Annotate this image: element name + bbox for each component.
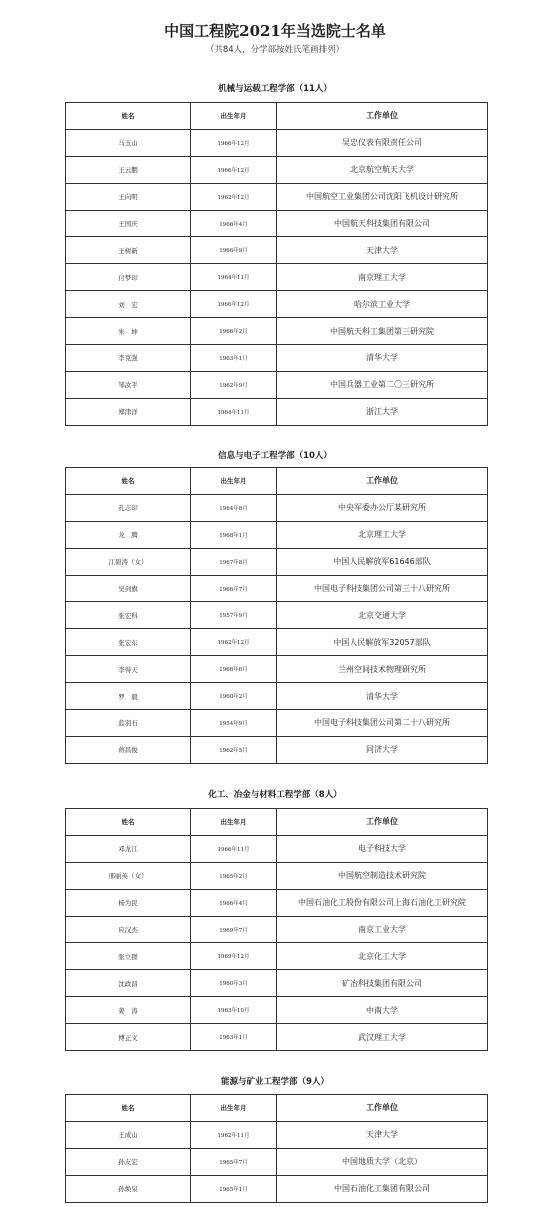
- cell-unit: 中国人民解放军61646部队: [277, 548, 488, 575]
- cell-name: 姜 涛: [66, 997, 191, 1024]
- cell-unit: 北京航空航天大学: [277, 156, 488, 183]
- table-row: [66, 1121, 488, 1148]
- cell-name: 张宏科: [66, 602, 191, 629]
- cell-unit: 电子科技大学: [277, 835, 488, 862]
- cell-birth: 1957年9月: [191, 602, 277, 629]
- cell-name: 蓝羽石: [66, 710, 191, 737]
- cell-unit: 北京交通大学: [277, 602, 488, 629]
- table-row: [66, 129, 488, 156]
- table-row: [66, 1148, 488, 1175]
- cell-birth: 1962年11月: [191, 1121, 277, 1148]
- table-row: [66, 183, 488, 210]
- table-row: [66, 398, 488, 425]
- academician-table: [65, 808, 488, 1051]
- header-unit: 工作单位: [277, 809, 488, 836]
- cell-name: 王树新: [66, 237, 191, 264]
- table-row: [66, 521, 488, 548]
- cell-name: 马玉山: [66, 129, 191, 156]
- cell-unit: 中国石油化工集团有限公司: [277, 1175, 488, 1202]
- table-row: [66, 629, 488, 656]
- header-name: 姓名: [66, 809, 191, 836]
- cell-unit: 北京理工大学: [277, 521, 488, 548]
- cell-name: 邹汝平: [66, 371, 191, 398]
- section-title: 机械与运载工程学部（11人）: [218, 84, 332, 94]
- header-birth: 出生年月: [191, 809, 277, 836]
- document-title: 中国工程院2021年当选院士名单: [164, 22, 386, 40]
- cell-name: 张宏东: [66, 629, 191, 656]
- academician-table: [65, 467, 488, 764]
- cell-name: 罗 毅: [66, 683, 191, 710]
- cell-name: 应汉杰: [66, 916, 191, 943]
- cell-unit: 中国航天科技集团有限公司: [277, 210, 488, 237]
- cell-name: 吴剑旗: [66, 575, 191, 602]
- cell-unit: 同济大学: [277, 736, 488, 763]
- cell-birth: 1966年4月: [191, 889, 277, 916]
- cell-birth: 1966年6月: [191, 656, 277, 683]
- table-row: [66, 1175, 488, 1202]
- table-row: [66, 494, 488, 521]
- cell-name: 杨为民: [66, 889, 191, 916]
- table-header-row: [66, 468, 488, 495]
- cell-unit: 中国地质大学（北京）: [277, 1148, 488, 1175]
- table-row: [66, 683, 488, 710]
- cell-birth: 1967年8月: [191, 548, 277, 575]
- cell-unit: 清华大学: [277, 345, 488, 372]
- table-row: [66, 736, 488, 763]
- table-header-row: [66, 103, 488, 130]
- cell-unit: 中央军委办公厅某研究所: [277, 494, 488, 521]
- cell-unit: 浙江大学: [277, 398, 488, 425]
- cell-unit: 清华大学: [277, 683, 488, 710]
- cell-unit: 中国石油化工股份有限公司上海石油化工研究院: [277, 889, 488, 916]
- cell-birth: 1963年10月: [191, 997, 277, 1024]
- table-row: [66, 862, 488, 889]
- table-row: [66, 710, 488, 737]
- cell-birth: 1966年12月: [191, 156, 277, 183]
- cell-birth: 1966年12月: [191, 291, 277, 318]
- table-header-row: [66, 1095, 488, 1122]
- table-header-row: [66, 809, 488, 836]
- cell-name: 王国庆: [66, 210, 191, 237]
- cell-birth: 1962年5月: [191, 736, 277, 763]
- cell-unit: 中国电子科技集团公司第三十八研究所: [277, 575, 488, 602]
- cell-birth: 1965年1月: [191, 1175, 277, 1202]
- cell-name: 孔志印: [66, 494, 191, 521]
- section-title: 信息与电子工程学部（10人）: [218, 451, 332, 461]
- document-subtitle: （共84人，分学部按姓氏笔画排列）: [205, 45, 345, 55]
- cell-name: 王成山: [66, 1121, 191, 1148]
- table-row: [66, 889, 488, 916]
- cell-name: 王云鹏: [66, 156, 191, 183]
- cell-name: 邓龙江: [66, 835, 191, 862]
- header-unit: 工作单位: [277, 1095, 488, 1122]
- cell-unit: 天津大学: [277, 237, 488, 264]
- cell-birth: 1968年1月: [191, 521, 277, 548]
- table-row: [66, 835, 488, 862]
- table-row: [66, 656, 488, 683]
- cell-birth: 1966年12月: [191, 129, 277, 156]
- cell-unit: 南京工业大学: [277, 916, 488, 943]
- cell-name: 付梦印: [66, 264, 191, 291]
- cell-birth: 1965年2月: [191, 862, 277, 889]
- table-row: [66, 602, 488, 629]
- cell-birth: 1963年1月: [191, 345, 277, 372]
- cell-name: 李得天: [66, 656, 191, 683]
- cell-birth: 1966年4月: [191, 210, 277, 237]
- table-row: [66, 318, 488, 345]
- table-row: [66, 156, 488, 183]
- cell-birth: 1963年1月: [191, 1024, 277, 1051]
- table-row: [66, 916, 488, 943]
- cell-name: 蒋昌俊: [66, 736, 191, 763]
- cell-birth: 1969年7月: [191, 916, 277, 943]
- header-unit: 工作单位: [277, 103, 488, 130]
- cell-unit: 中国电子科技集团公司第二十八研究所: [277, 710, 488, 737]
- cell-birth: 1965年7月: [191, 1148, 277, 1175]
- cell-unit: 中国航天科工集团第三研究院: [277, 318, 488, 345]
- cell-name: 刘 宏: [66, 291, 191, 318]
- cell-unit: 矿冶科技集团有限公司: [277, 970, 488, 997]
- cell-name: 江碧涛（女）: [66, 548, 191, 575]
- table-row: [66, 371, 488, 398]
- cell-birth: 1966年11月: [191, 835, 277, 862]
- header-birth: 出生年月: [191, 468, 277, 495]
- cell-unit: 北京化工大学: [277, 943, 488, 970]
- cell-unit: 武汉理工大学: [277, 1024, 488, 1051]
- cell-name: 朱 坤: [66, 318, 191, 345]
- table-row: [66, 264, 488, 291]
- cell-name: 郑津洋: [66, 398, 191, 425]
- cell-unit: 中国航空工业集团公司沈阳飞机设计研究所: [277, 183, 488, 210]
- header-birth: 出生年月: [191, 1095, 277, 1122]
- cell-name: 龙 腾: [66, 521, 191, 548]
- header-name: 姓名: [66, 103, 191, 130]
- table-row: [66, 1024, 488, 1051]
- cell-birth: 1962年12月: [191, 629, 277, 656]
- table-row: [66, 345, 488, 372]
- cell-name: 沈政昌: [66, 970, 191, 997]
- cell-birth: 1966年2月: [191, 318, 277, 345]
- table-row: [66, 997, 488, 1024]
- table-row: [66, 548, 488, 575]
- cell-unit: 中国人民解放军32057部队: [277, 629, 488, 656]
- cell-birth: 1964年11月: [191, 264, 277, 291]
- cell-birth: 1960年2月: [191, 683, 277, 710]
- academician-table: [65, 1094, 488, 1203]
- cell-unit: 中国航空制造技术研究院: [277, 862, 488, 889]
- table-row: [66, 291, 488, 318]
- cell-unit: 吴忠仪表有限责任公司: [277, 129, 488, 156]
- table-row: [66, 575, 488, 602]
- academician-table: [65, 102, 488, 426]
- cell-name: 张立群: [66, 943, 191, 970]
- cell-name: 孙焕泉: [66, 1175, 191, 1202]
- cell-unit: 中南大学: [277, 997, 488, 1024]
- section-title: 化工、冶金与材料工程学部（8人）: [208, 790, 342, 800]
- cell-birth: 1962年12月: [191, 183, 277, 210]
- cell-birth: 1954年9月: [191, 710, 277, 737]
- header-name: 姓名: [66, 1095, 191, 1122]
- cell-name: 傅正义: [66, 1024, 191, 1051]
- cell-unit: 天津大学: [277, 1121, 488, 1148]
- cell-unit: 兰州空间技术物理研究所: [277, 656, 488, 683]
- cell-name: 邢丽英（女）: [66, 862, 191, 889]
- header-unit: 工作单位: [277, 468, 488, 495]
- cell-birth: 1960年3月: [191, 970, 277, 997]
- cell-birth: 1966年7月: [191, 575, 277, 602]
- cell-unit: 中国兵器工业第二〇三研究所: [277, 371, 488, 398]
- cell-birth: 1969年12月: [191, 943, 277, 970]
- cell-birth: 1964年11月: [191, 398, 277, 425]
- table-row: [66, 237, 488, 264]
- header-birth: 出生年月: [191, 103, 277, 130]
- cell-birth: 1964年8月: [191, 494, 277, 521]
- cell-birth: 1966年9月: [191, 237, 277, 264]
- cell-unit: 南京理工大学: [277, 264, 488, 291]
- table-row: [66, 943, 488, 970]
- cell-name: 李克强: [66, 345, 191, 372]
- cell-name: 孙友宏: [66, 1148, 191, 1175]
- cell-unit: 哈尔滨工业大学: [277, 291, 488, 318]
- section-title: 能源与矿业工程学部（9人）: [221, 1077, 329, 1087]
- cell-name: 王向明: [66, 183, 191, 210]
- header-name: 姓名: [66, 468, 191, 495]
- cell-birth: 1962年9月: [191, 371, 277, 398]
- table-row: [66, 970, 488, 997]
- table-row: [66, 210, 488, 237]
